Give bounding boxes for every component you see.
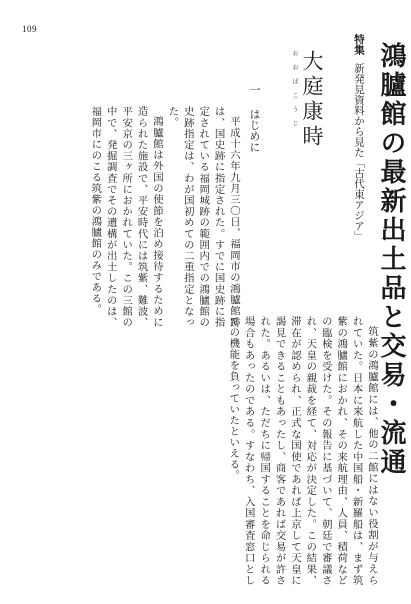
body-text (214, 316, 379, 586)
author-ruby: おおばこうじ (291, 50, 298, 134)
intro-text (89, 106, 241, 328)
series-name: 新発見資料から見た「古代東アジア」 (353, 63, 365, 242)
page-number: 109 (22, 24, 37, 34)
section-number: 一 (248, 84, 261, 95)
author-name: 大庭康時 (300, 50, 324, 150)
intro-paragraph-1: 平成十六年九月三〇日、福岡市の鴻臚館跡は、国史跡に指定された。すでに国史跡に指定されている福岡城跡の範囲内での鴻臚館の史跡指定は、わが国初めての二重指定となった。 (166, 106, 240, 328)
intro-paragraph-2: 鴻臚館は外国の使節を泊め接待するために造られた施設で、平安時代には筑紫、難波、平安京の三ヶ所におかれていた。この三館の中で、発掘調査でその遺構が出土したのは、福岡市にのこる筑紫の鴻臚館のみである。 (89, 106, 163, 328)
series-tag: 特集 (353, 34, 365, 55)
section-title: はじめに (248, 108, 261, 153)
series-label (353, 34, 365, 242)
body-paragraph-1: 筑紫の鴻臚館には、他の二館にはない役割が与えられていた。日本に来航した中国船・新羅船は、まず筑紫の鴻臚館におかれ、その来航理由、人員、積荷などの臨検を受けた。その報告に基づいて、朝廷で審議され、天皇の親裁を経て、対応が決定した。この結果、滞在が認められ、正式な国使であれば上京して天皇に謁見できることもあったし、商客であれば交易が許された。あるいは、ただちに帰国することを命じられる場合もあったのである。すなわち、入国審査窓口としての機能を負っていたといえる。 (227, 316, 378, 586)
article-title: 鴻臚館の最新出土品と交易・流通 (376, 42, 406, 477)
section-heading (247, 84, 261, 153)
